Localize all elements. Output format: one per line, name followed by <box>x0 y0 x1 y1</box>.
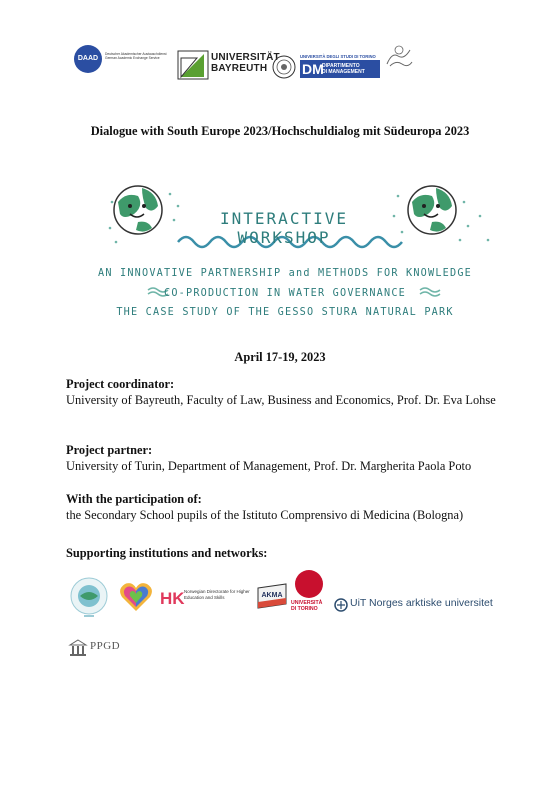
heart-logo-icon <box>117 577 155 615</box>
event-date: April 17-19, 2023 <box>234 350 326 364</box>
page-title: Dialogue with South Europe 2023/Hochschuldialog mit Südeuropa 2023 <box>90 124 470 138</box>
bayreuth-mark-icon <box>177 50 209 80</box>
unito-red-seal-icon <box>295 570 323 598</box>
akma-text: AKMA <box>261 592 283 599</box>
participation-section <box>66 491 506 523</box>
hk-logo-text: Norwegian Directorate for Higher Education and Skills <box>184 589 250 600</box>
workshop-subtitle-line-3: THE CASE STUDY OF THE GESSO STURA NATURAL PARK <box>116 307 454 318</box>
workshop-subtitle-line-2: CO-PRODUCTION IN WATER GOVERNANCE <box>163 288 406 299</box>
dipartimento-management-logo <box>300 60 380 78</box>
university-bayreuth-logo <box>177 50 280 82</box>
workshop-heading: INTERACTIVE WORKSHOP <box>220 209 348 247</box>
dm-mark: DM <box>302 61 324 77</box>
unito-logo-text: UNIVERSITÀ DI TORINO <box>291 600 323 612</box>
partner-text: University of Turin, Department of Management, Prof. Dr. Margherita Paola Poto <box>66 459 472 473</box>
unito-logo <box>291 570 329 620</box>
globe-right-icon <box>408 186 456 234</box>
hk-dir-logo <box>160 586 252 612</box>
sketch-illustration-icon <box>384 42 414 70</box>
daad-logo-text: Deutscher Akademischer Austauschdienst German Academic Exchange Service <box>105 52 167 61</box>
unito-name: UNIVERSITÀ DEGLI STUDI DI TORINO <box>300 54 376 59</box>
participation-text: the Secondary School pupils of the Istituto Comprensivo di Medicina (Bologna) <box>66 508 464 522</box>
ppgd-building-icon <box>68 638 88 658</box>
workshop-subtitle-line-1: AN INNOVATIVE PARTNERSHIP and METHODS FOR KNOWLEDGE <box>97 268 472 279</box>
partner-label: Project partner: <box>66 443 153 457</box>
coordinator-label: Project coordinator: <box>66 377 175 391</box>
supporting-label: Supporting institutions and networks: <box>66 546 268 560</box>
daad-logo <box>74 44 174 76</box>
dm-logo-text: DIPARTIMENTO DI MANAGEMENT <box>322 63 365 75</box>
uit-logo <box>334 597 504 615</box>
network-logo-1-icon <box>66 574 112 620</box>
globe-left-icon <box>114 186 162 234</box>
ppgd-logo-text: PPGD <box>90 640 121 652</box>
uit-logo-text: UiT Norges arktiske universitet <box>350 597 493 609</box>
participation-label: With the participation of: <box>66 492 202 506</box>
coordinator-text: University of Bayreuth, Faculty of Law, Business and Economics, Prof. Dr. Eva Lohse <box>66 393 496 407</box>
unito-seal-icon <box>272 55 296 79</box>
partner-section <box>66 442 506 474</box>
hk-mark-icon: HK <box>160 589 185 608</box>
ppgd-logo <box>68 638 134 662</box>
akma-logo <box>256 582 288 610</box>
bayreuth-logo-text: UNIVERSITÄT BAYREUTH <box>211 52 280 74</box>
uit-mark-icon <box>334 598 348 612</box>
daad-mark: DAAD <box>74 45 102 73</box>
coordinator-section <box>66 376 506 408</box>
